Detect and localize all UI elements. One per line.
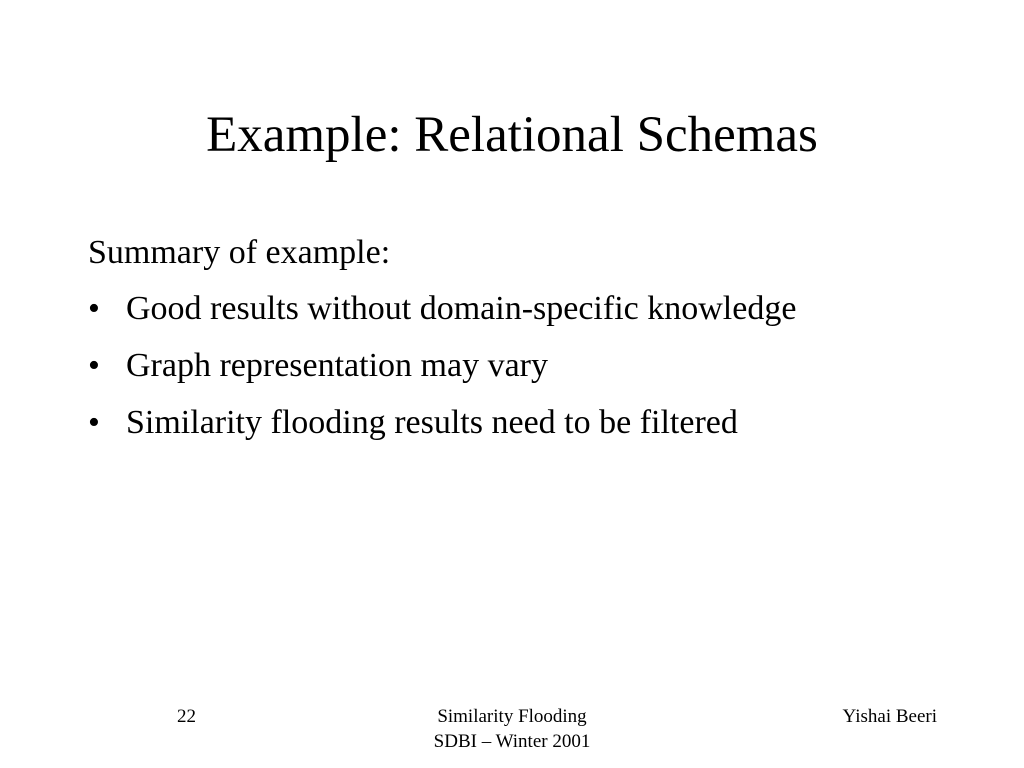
- bullet-text: Similarity flooding results need to be filtered: [126, 404, 738, 441]
- footer-center: [362, 704, 662, 754]
- footer-page-number: 22: [177, 706, 196, 727]
- footer-author: Yishai Beeri: [842, 706, 937, 727]
- summary-intro: Summary of example:: [88, 234, 391, 271]
- footer-course-title: Similarity Flooding: [437, 706, 587, 727]
- bullet-text: Graph representation may vary: [126, 347, 548, 384]
- slide-title: Example: Relational Schemas: [206, 107, 818, 163]
- bullet-item: [88, 341, 988, 391]
- bullet-list: [88, 284, 988, 448]
- bullet-icon: •: [88, 290, 100, 327]
- bullet-icon: •: [88, 404, 100, 441]
- bullet-item: [88, 284, 988, 334]
- slide-body: [88, 228, 988, 455]
- bullet-icon: •: [88, 347, 100, 384]
- bullet-item: [88, 398, 988, 448]
- footer-course-term: SDBI – Winter 2001: [433, 731, 591, 752]
- bullet-text: Good results without domain-specific knowledge: [126, 290, 797, 327]
